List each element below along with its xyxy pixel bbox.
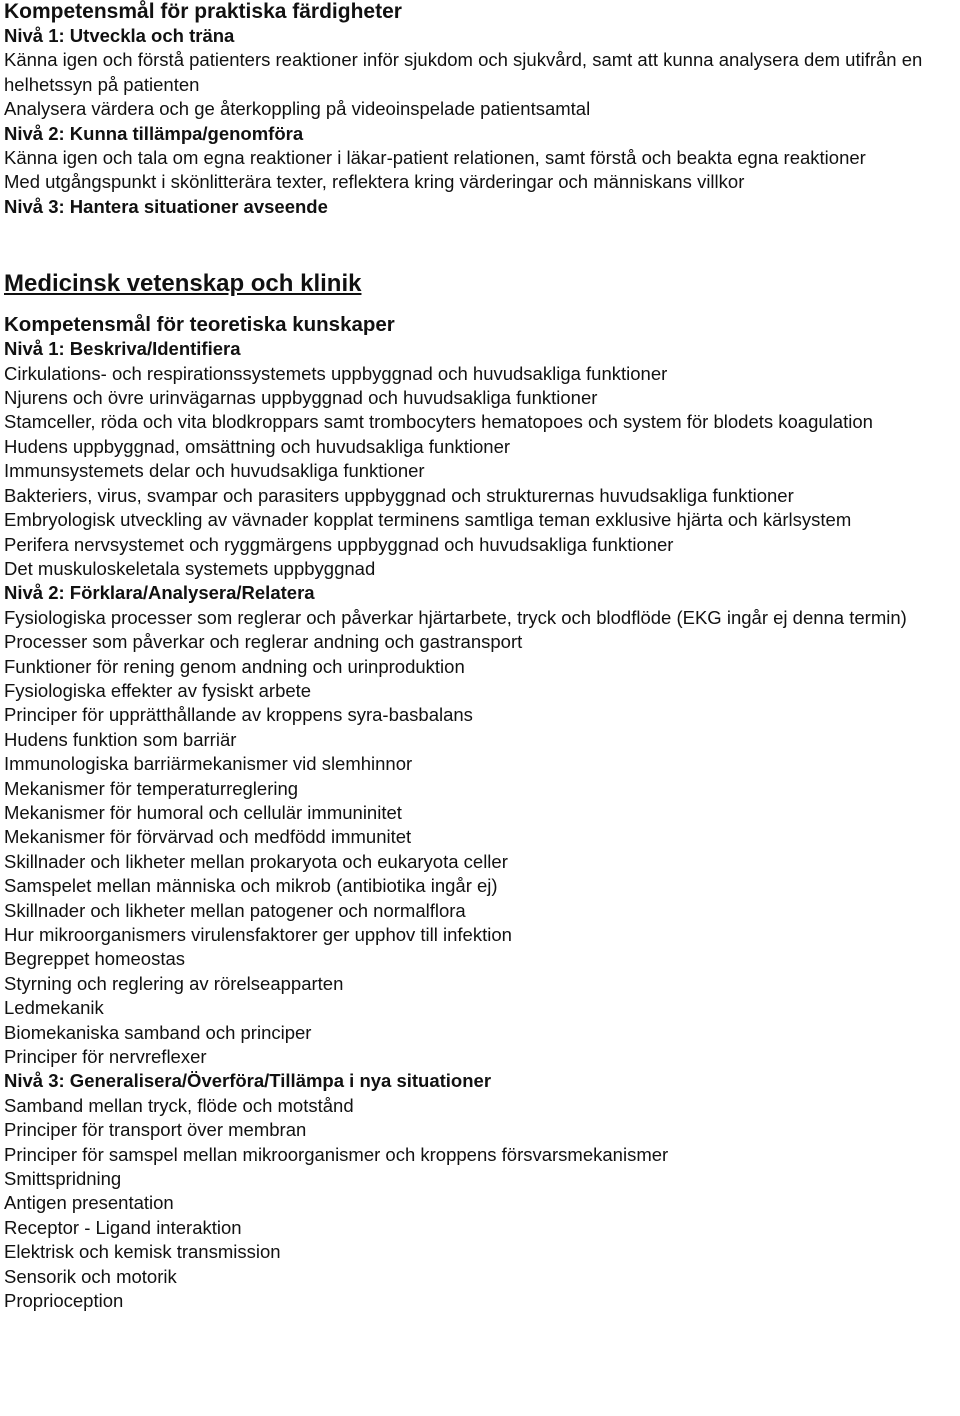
list-item: Begreppet homeostas: [4, 948, 186, 970]
list-item: Mekanismer för förvärvad och medfödd immunitet: [4, 826, 412, 848]
list-item: Elektrisk och kemisk transmission: [4, 1241, 281, 1263]
theory-level-3-label: Nivå 3: Generalisera/Överföra/Tillämpa i nya situationer: [4, 1070, 492, 1092]
list-item: Analysera värdera och ge återkoppling på videoinspelade patientsamtal: [4, 98, 591, 120]
list-item: Principer för transport över membran: [4, 1119, 307, 1141]
list-item: Fysiologiska effekter av fysiskt arbete: [4, 679, 312, 701]
list-item: Smittspridning: [4, 1168, 122, 1190]
list-item: Skillnader och likheter mellan prokaryota och eukaryota celler: [4, 850, 508, 872]
theory-level-2-label: Nivå 2: Förklara/Analysera/Relatera: [4, 582, 315, 604]
practical-level-2-label: Nivå 2: Kunna tillämpa/genomföra: [4, 122, 304, 144]
practical-skills-heading: Kompetensmål för praktiska färdigheter: [4, 0, 402, 23]
list-item: Skillnader och likheter mellan patogener och normalflora: [4, 899, 466, 921]
list-item: Biomekaniska samband och principer: [4, 1021, 312, 1043]
section-title: Medicinsk vetenskap och klinik: [4, 270, 362, 298]
list-item: Immunologiska barriärmekanismer vid slemhinnor: [4, 753, 413, 775]
list-item: Processer som påverkar och reglerar andning och gastransport: [4, 631, 523, 653]
theoretical-knowledge-heading: Kompetensmål för teoretiska kunskaper: [4, 313, 395, 337]
list-item: Principer för samspel mellan mikroorganismer och kroppens försvarsmekanismer: [4, 1143, 669, 1165]
list-item: Samband mellan tryck, flöde och motstånd: [4, 1094, 354, 1116]
practical-level-1-label: Nivå 1: Utveckla och träna: [4, 25, 235, 46]
list-item: Njurens och övre urinvägarnas uppbyggnad och huvudsakliga funktioner: [4, 387, 598, 409]
list-item: Hudens uppbyggnad, omsättning och huvudsakliga funktioner: [4, 435, 511, 457]
list-item: Receptor - Ligand interaktion: [4, 1216, 242, 1238]
list-item: Känna igen och tala om egna reaktioner i läkar-patient relationen, samt förstå och beakta egna reaktioner: [4, 147, 866, 169]
list-item: Fysiologiska processer som reglerar och påverkar hjärtarbete, tryck och blodflöde (EKG ingår ej denna termin): [4, 606, 907, 628]
list-item: Cirkulations- och respirationssystemets uppbyggnad och huvudsakliga funktioner: [4, 362, 668, 384]
list-item: Hudens funktion som barriär: [4, 728, 237, 750]
theory-level-1-label: Nivå 1: Beskriva/Identifiera: [4, 338, 241, 360]
list-item: Stamceller, röda och vita blodkroppars samt trombocyters hematopoes och system för blodets koagulation: [4, 411, 873, 433]
list-item: Ledmekanik: [4, 997, 104, 1019]
list-item: Med utgångspunkt i skönlitterära texter, reflektera kring värderingar och människans villkor: [4, 171, 745, 193]
list-item: Funktioner för rening genom andning och urinproduktion: [4, 655, 465, 677]
list-item: Antigen presentation: [4, 1192, 174, 1214]
list-item: Sensorik och motorik: [4, 1265, 177, 1287]
list-item: Proprioception: [4, 1290, 124, 1312]
list-item: Principer för nervreflexer: [4, 1046, 207, 1068]
list-item: Bakteriers, virus, svampar och parasiters uppbyggnad och strukturernas huvudsakliga funktioner: [4, 484, 794, 506]
practical-level-3-label: Nivå 3: Hantera situationer avseende: [4, 195, 328, 217]
list-item: Mekanismer för temperaturreglering: [4, 777, 299, 799]
list-item: Immunsystemets delar och huvudsakliga funktioner: [4, 460, 425, 482]
list-item: Embryologisk utveckling av vävnader kopplat terminens samtliga teman exklusive hjärta och kärlsystem: [4, 509, 852, 531]
list-item: Perifera nervsystemet och ryggmärgens uppbyggnad och huvudsakliga funktioner: [4, 533, 674, 555]
list-item: Känna igen och förstå patienters reaktioner inför sjukdom och sjukvård, samt att kunna analysera dem utifrån en helhetssyn på patienten: [4, 49, 923, 95]
list-item: Samspelet mellan människa och mikrob (antibiotika ingår ej): [4, 875, 498, 897]
list-item: Mekanismer för humoral och cellulär immuninitet: [4, 801, 402, 823]
list-item: Hur mikroorganismers virulensfaktorer ger upphov till infektion: [4, 924, 512, 945]
list-item: Det muskuloskeletala systemets uppbyggnad: [4, 557, 376, 579]
list-item: Styrning och reglering av rörelseapparten: [4, 972, 344, 994]
list-item: Principer för upprätthållande av kroppens syra-basbalans: [4, 704, 473, 726]
